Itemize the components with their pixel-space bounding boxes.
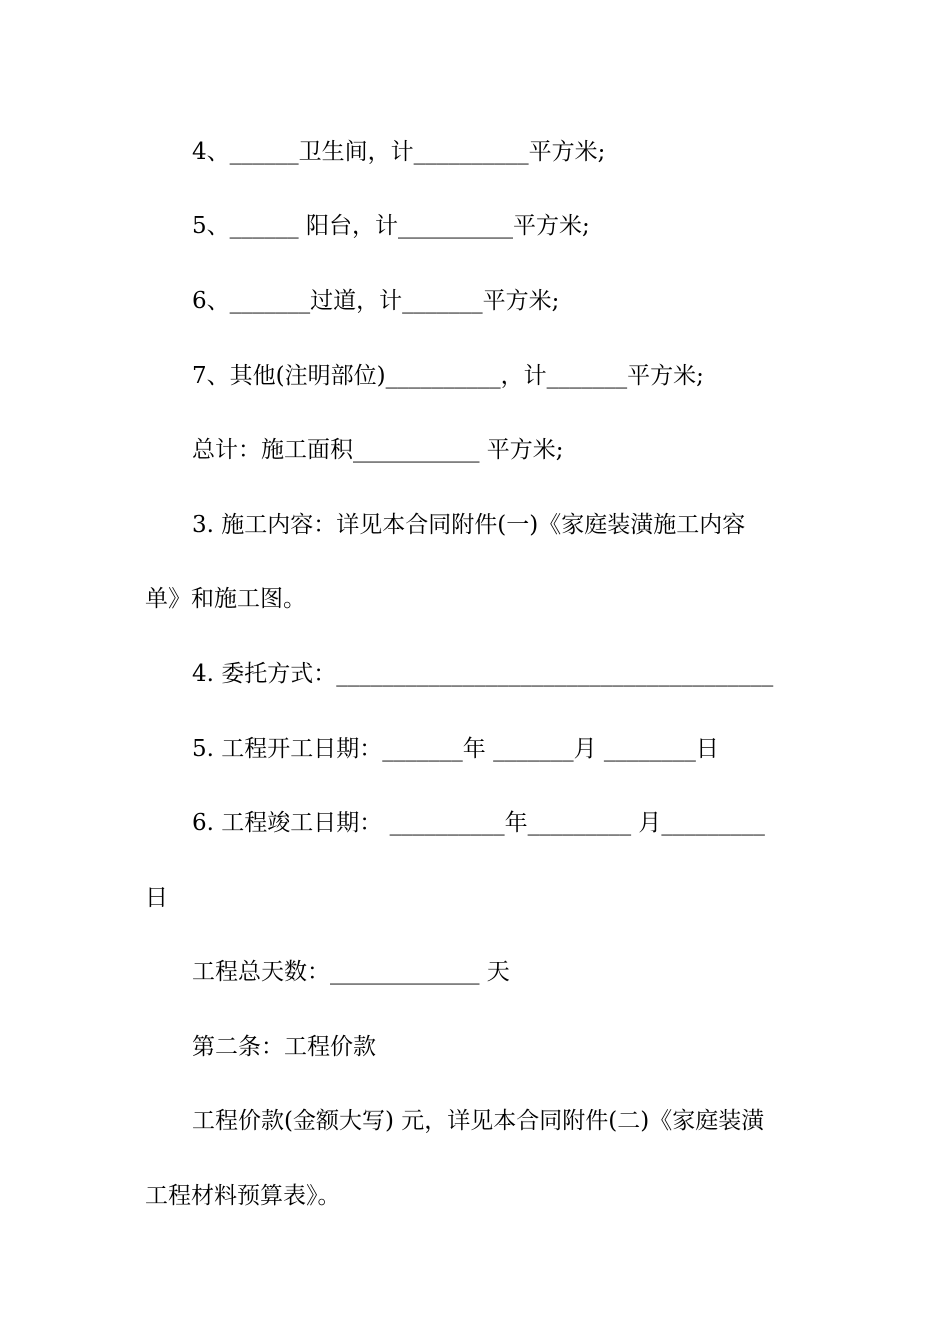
total-days: 工程总天数：_____________ 天 [192, 959, 510, 985]
start-date: 5. 工程开工日期：_______年 _______月 ________日 [192, 736, 719, 762]
project-price-line-2: 工程材料预算表》。 [145, 1183, 341, 1209]
article-two-heading: 第二条：工程价款 [192, 1034, 376, 1060]
item-7-other-area: 7、其他(注明部位)__________，计_______平方米; [192, 363, 704, 389]
item-6-corridor-area: 6、_______过道，计_______平方米; [192, 288, 560, 314]
construction-content-line-2: 单》和施工图。 [145, 586, 306, 612]
total-construction-area: 总计：施工面积___________ 平方米; [192, 437, 564, 463]
item-5-balcony-area: 5、______ 阳台，计__________平方米; [192, 213, 590, 239]
project-price-line-1: 工程价款(金额大写) 元，详见本合同附件(二)《家庭装潢 [192, 1108, 765, 1134]
completion-date-line-2: 日 [145, 885, 168, 911]
item-4-bathroom-area: 4、______卫生间，计__________平方米; [192, 139, 606, 165]
construction-content-line-1: 3. 施工内容：详见本合同附件(一)《家庭装潢施工内容 [192, 512, 746, 538]
commission-method: 4. 委托方式：______________________________________ [192, 661, 774, 687]
completion-date-line-1: 6. 工程竣工日期： __________年_________ 月_________ [192, 810, 765, 836]
